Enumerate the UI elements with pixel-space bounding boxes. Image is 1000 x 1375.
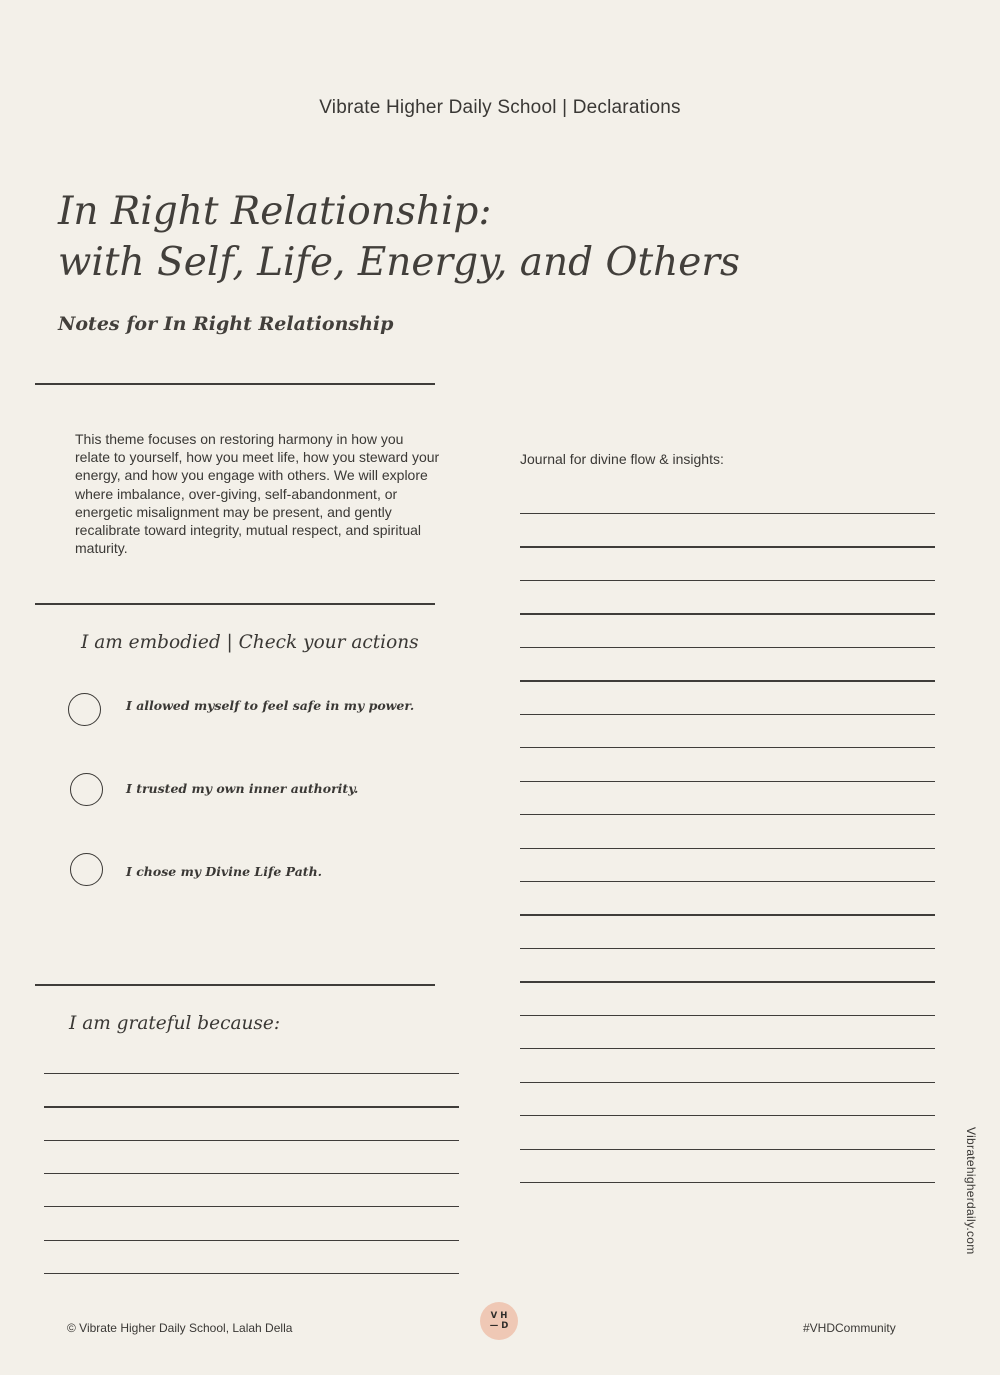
section-divider: [35, 984, 435, 986]
writing-line: [520, 1082, 935, 1083]
writing-line: [520, 948, 935, 949]
writing-line: [520, 1115, 935, 1116]
checkbox-label: I chose my Divine Life Path.: [126, 864, 323, 879]
writing-line: [520, 1149, 935, 1150]
logo-top-text: VH: [490, 1311, 511, 1321]
writing-line: [44, 1240, 459, 1241]
section-divider: [35, 383, 435, 385]
writing-line: [520, 881, 935, 882]
checkbox-divine-life-path[interactable]: [70, 853, 103, 886]
vhd-logo: [480, 1302, 518, 1340]
writing-line: [44, 1073, 459, 1074]
writing-line: [520, 1048, 935, 1049]
writing-line: [44, 1140, 459, 1141]
writing-line: [520, 647, 935, 648]
theme-description: This theme focuses on restoring harmony in how you relate to yourself, how you meet life, how you steward your energy, and how you engage with others. We will explore where imbalance, over-giving, self-abandonment, or energetic misalignment may be present, and gently recalibrate toward integrity, mutual respect, and spiritual maturity.: [75, 431, 440, 557]
journal-label: Journal for divine flow & insights:: [520, 451, 724, 467]
writing-line: [520, 613, 935, 614]
writing-line: [44, 1206, 459, 1207]
writing-line: [520, 1182, 935, 1183]
checkbox-safe-in-power[interactable]: [68, 693, 101, 726]
logo-bottom-text: —D: [489, 1321, 512, 1331]
footer-copyright: © Vibrate Higher Daily School, Lalah Della: [67, 1321, 293, 1335]
writing-line: [520, 981, 935, 982]
writing-line: [44, 1173, 459, 1174]
checkbox-inner-authority[interactable]: [70, 773, 103, 806]
writing-line: [520, 914, 935, 915]
writing-line: [520, 513, 935, 514]
page-title: [58, 186, 740, 288]
notes-title: Notes for In Right Relationship: [58, 313, 394, 335]
gratitude-title: I am grateful because:: [69, 1013, 281, 1034]
writing-line: [520, 781, 935, 782]
writing-line: [520, 714, 935, 715]
writing-line: [44, 1273, 459, 1274]
writing-line: [44, 1106, 459, 1107]
writing-line: [520, 546, 935, 547]
website-vertical-text: Vibratehigherdaily.com: [964, 1127, 978, 1255]
checkbox-label: I allowed myself to feel safe in my power.: [126, 698, 415, 713]
writing-line: [520, 848, 935, 849]
embodied-title: I am embodied | Check your actions: [81, 632, 419, 653]
writing-line: [520, 747, 935, 748]
section-divider: [35, 603, 435, 605]
checkbox-label: I trusted my own inner authority.: [126, 781, 359, 796]
writing-line: [520, 814, 935, 815]
header-title: Vibrate Higher Daily School | Declarations: [319, 97, 681, 118]
writing-line: [520, 1015, 935, 1016]
page-title-line1: In Right Relationship:: [58, 189, 492, 234]
writing-line: [520, 580, 935, 581]
page-title-line2: with Self, Life, Energy, and Others: [58, 240, 740, 285]
writing-line: [520, 680, 935, 681]
footer-hashtag: #VHDCommunity: [803, 1321, 896, 1335]
